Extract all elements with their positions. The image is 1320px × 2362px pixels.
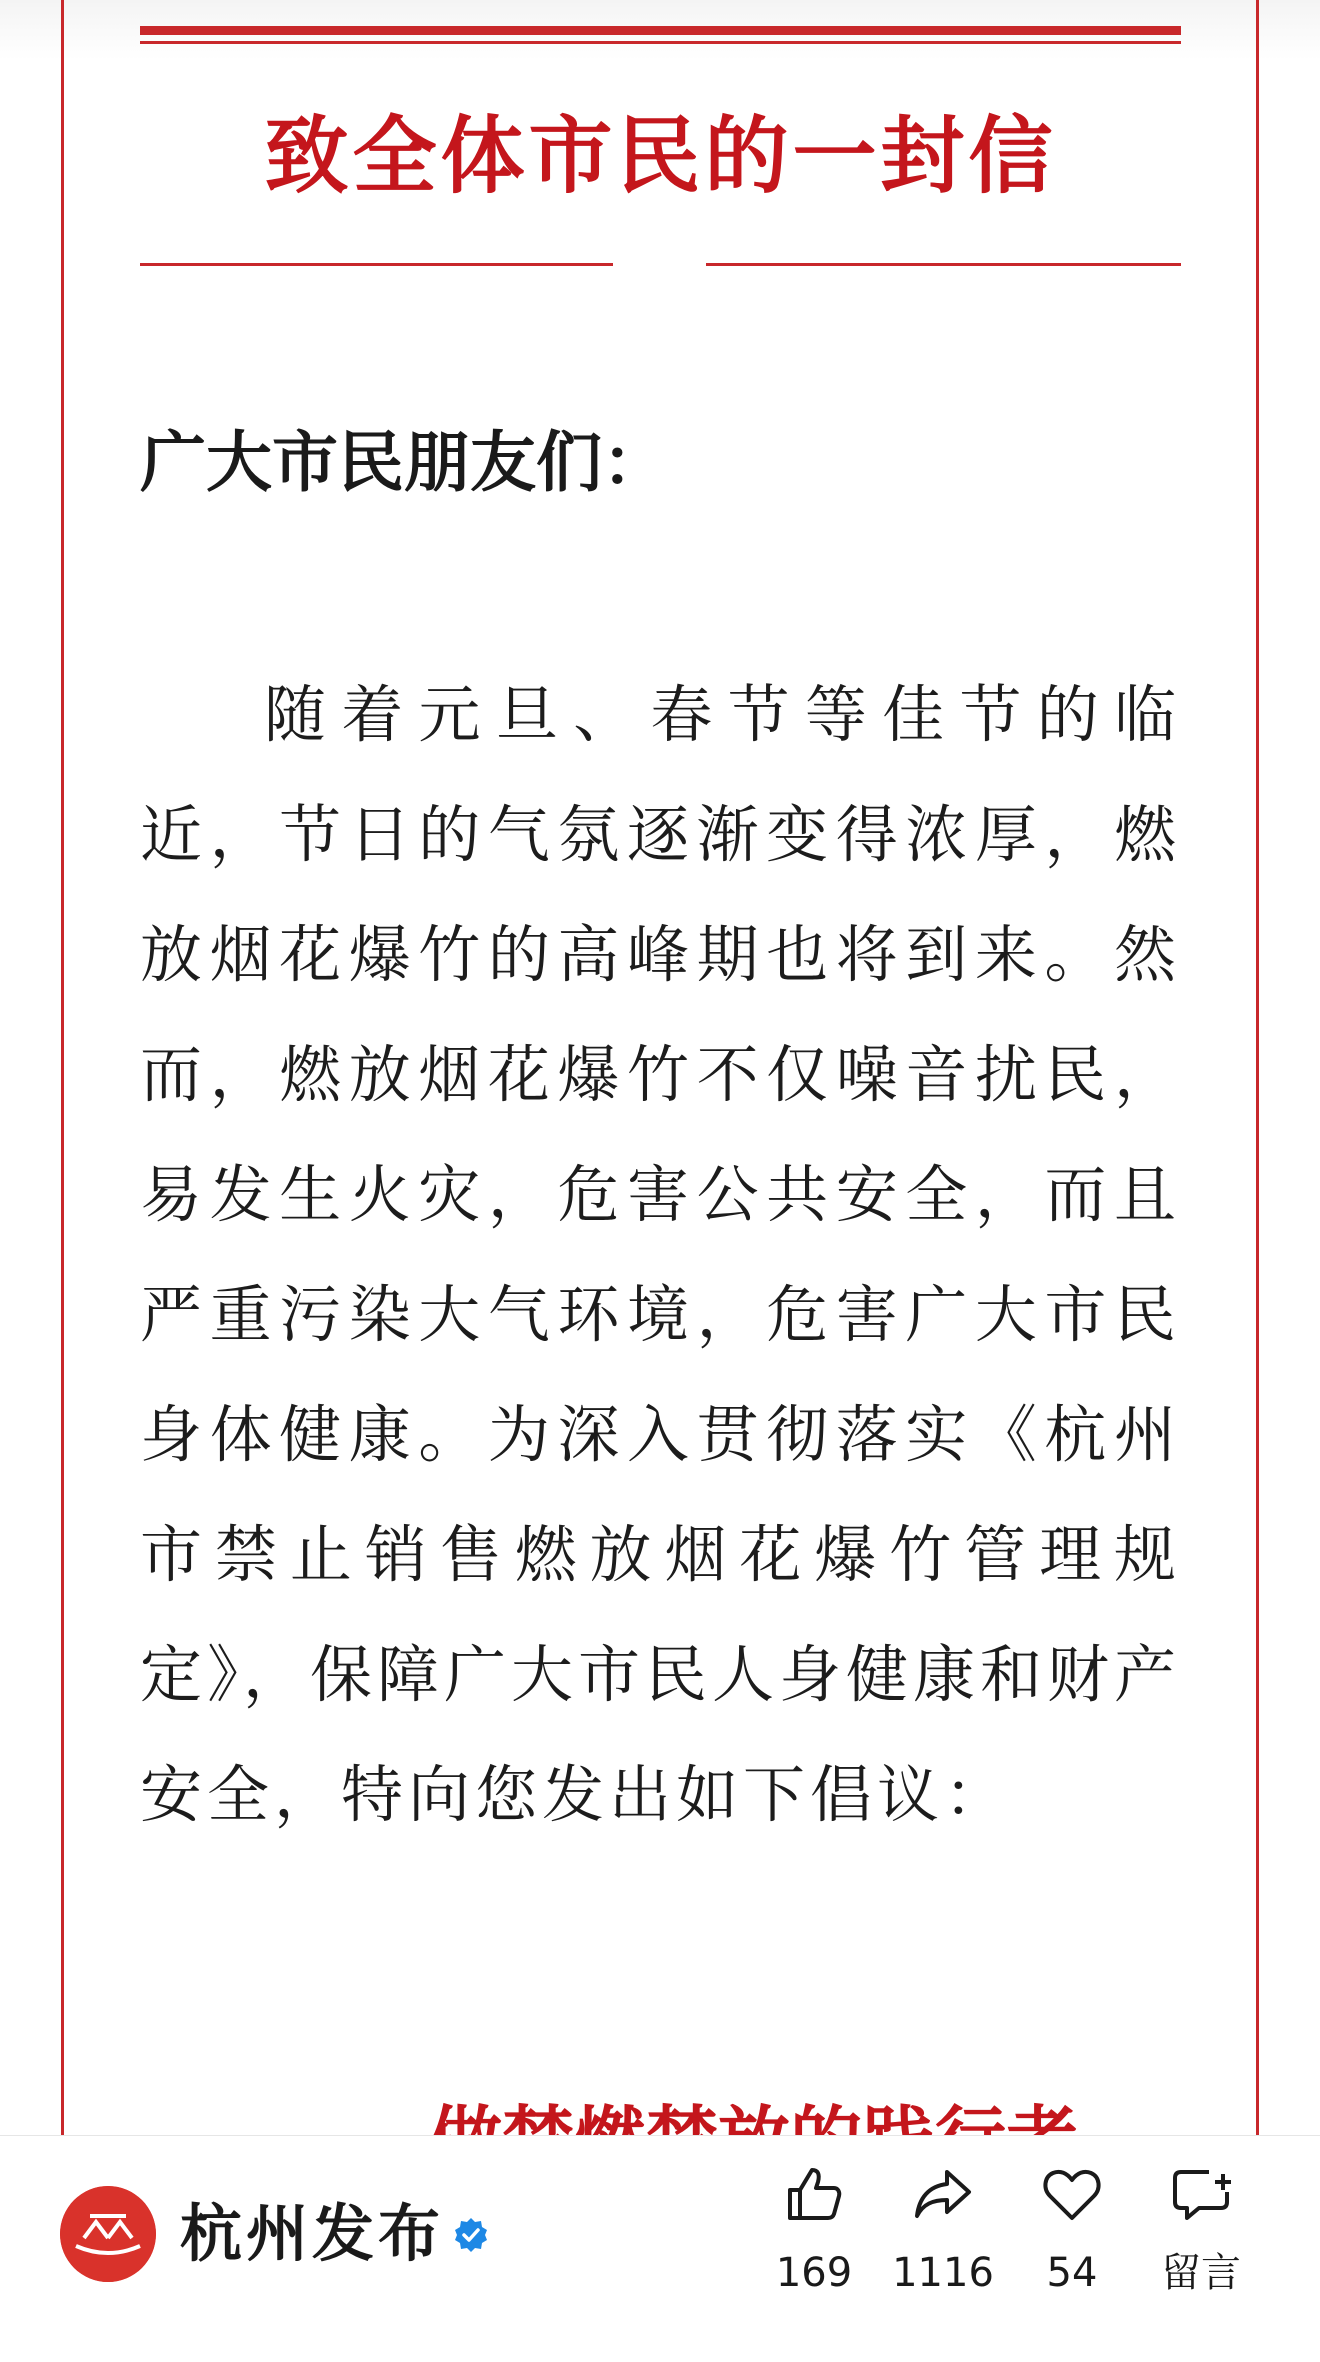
letter-salutation: 广大市民朋友们：	[140, 424, 668, 501]
title-divider-left	[140, 263, 613, 266]
share-arrow-icon	[911, 2162, 975, 2226]
heart-icon	[1040, 2162, 1104, 2226]
comment-add-icon	[1169, 2162, 1233, 2226]
top-rule-thin	[140, 41, 1181, 44]
verified-badge-icon	[453, 2217, 489, 2253]
comment-label: 留言	[1161, 2250, 1241, 2296]
thumbs-up-icon	[782, 2162, 846, 2226]
favorite-count: 54	[1046, 2250, 1098, 2296]
bottom-action-bar	[0, 2135, 1320, 2362]
title-divider-right	[706, 263, 1181, 266]
account-name[interactable]: 杭州发布	[180, 2197, 445, 2270]
letter-frame-right-border	[1256, 0, 1259, 2135]
top-rule-thick	[140, 26, 1181, 35]
like-count: 169	[775, 2250, 853, 2296]
letter-frame-left-border	[61, 0, 64, 2135]
favorite-button[interactable]	[1007, 2162, 1137, 2342]
account-avatar[interactable]	[60, 2186, 156, 2282]
like-button[interactable]	[749, 2162, 879, 2342]
comment-button[interactable]	[1136, 2162, 1266, 2342]
share-count: 1116	[892, 2250, 994, 2296]
letter-body: 随着元旦、春节等佳节的临近，节日的气氛逐渐变得浓厚，燃放烟花爆竹的高峰期也将到来。然而，燃放烟花爆竹不仅噪音扰民，易发生火灾，危害公共安全，而且严重污染大气环境，危害广大市民身体健康。为深入贯彻落实《杭州市禁止销售燃放烟花爆竹管理规定》，保障广大市民人身健康和财产安全，特向您发出如下倡议：	[140, 678, 1182, 1831]
avatar-logo-icon	[60, 2186, 156, 2282]
share-button[interactable]	[878, 2162, 1008, 2342]
letter-title: 致全体市民的一封信	[264, 107, 1057, 205]
